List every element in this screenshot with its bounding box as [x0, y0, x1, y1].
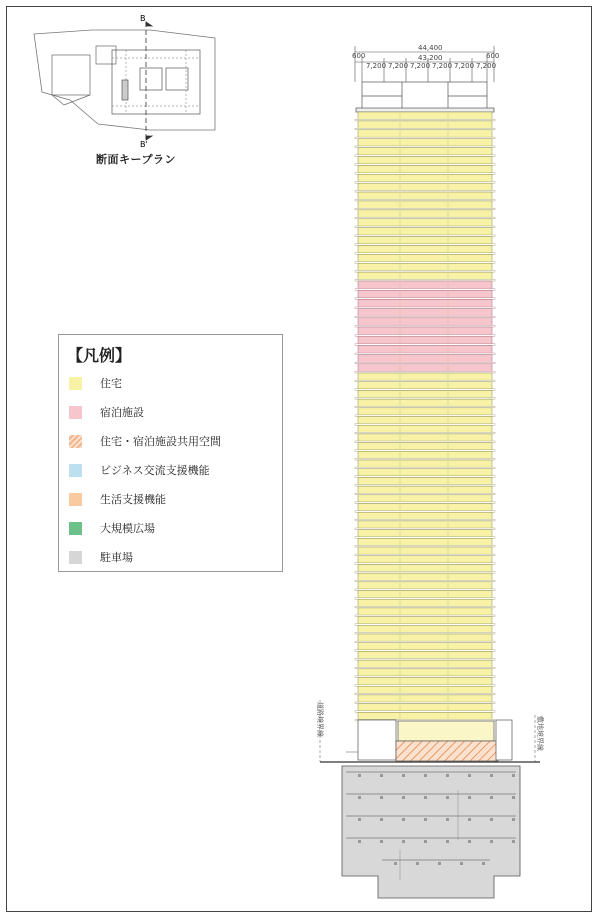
parking-column — [512, 774, 515, 777]
parking-column — [402, 840, 405, 843]
hotel-floors — [355, 281, 495, 373]
parking-column — [446, 840, 449, 843]
parking-column — [512, 796, 515, 799]
dim-total: 44,400 — [418, 44, 443, 52]
parking-column — [402, 818, 405, 821]
parking-column — [468, 796, 471, 799]
parking-column — [468, 840, 471, 843]
parking-column — [468, 774, 471, 777]
parking-column — [394, 862, 397, 865]
parking-column — [416, 862, 419, 865]
dim-bay-label: 7,200 — [432, 62, 453, 70]
dim-bay-label: 7,200 — [454, 62, 475, 70]
dim-edge-right: 600 — [486, 52, 500, 60]
parking-column — [512, 818, 515, 821]
parking-basement — [342, 766, 520, 898]
dim-inner: 43,200 — [418, 54, 443, 62]
parking-column — [446, 774, 449, 777]
parking-column — [490, 796, 493, 799]
legend-label: 駐車場 — [100, 551, 133, 564]
parking-column — [424, 796, 427, 799]
residential-lower-floors — [355, 373, 495, 721]
parking-column — [438, 862, 441, 865]
keyplan-mark-b: B — [140, 14, 146, 23]
dim-bay-label: 7,200 — [410, 62, 431, 70]
legend-label: 大規模広場 — [100, 522, 155, 535]
parking-column — [468, 818, 471, 821]
parking-column — [512, 840, 515, 843]
legend-label: 生活支援機能 — [100, 493, 166, 506]
legend-label: 住宅・宿泊施設共用空間 — [100, 435, 221, 448]
parking-column — [460, 862, 463, 865]
parking-column — [358, 818, 361, 821]
dim-bay-label: 7,200 — [388, 62, 409, 70]
parking-column — [358, 796, 361, 799]
shared-space-hatch — [396, 741, 498, 761]
parking-column — [358, 774, 361, 777]
parking-column — [482, 862, 485, 865]
parking-column — [380, 796, 383, 799]
parking-column — [402, 774, 405, 777]
roof-crown — [356, 82, 494, 112]
parking-column — [446, 818, 449, 821]
parking-column — [490, 774, 493, 777]
road-boundary-label: 道路境界線 — [316, 702, 324, 737]
legend-label: 宿泊施設 — [100, 406, 144, 419]
keyplan-title: 断面キープラン — [96, 153, 176, 166]
legend-title: 【凡例】 — [67, 346, 132, 365]
parking-column — [424, 818, 427, 821]
dim-bay-label: 7,200 — [476, 62, 497, 70]
parking-column — [380, 774, 383, 777]
keyplan-mark-b-prime: B' — [140, 140, 148, 149]
parking-column — [490, 840, 493, 843]
dim-bay-label: 7,200 — [366, 62, 387, 70]
parking-column — [424, 840, 427, 843]
parking-column — [380, 840, 383, 843]
parking-column — [402, 796, 405, 799]
site-boundary-label: 敷地境界線 — [536, 716, 544, 751]
parking-column — [446, 796, 449, 799]
legend-label: ビジネス交流支援機能 — [100, 464, 210, 477]
parking-column — [424, 774, 427, 777]
parking-column — [380, 818, 383, 821]
dim-edge-left: 600 — [352, 52, 366, 60]
parking-column — [358, 840, 361, 843]
legend-label: 住宅 — [100, 377, 122, 390]
residential-upper-floors — [355, 112, 495, 281]
parking-column — [490, 818, 493, 821]
